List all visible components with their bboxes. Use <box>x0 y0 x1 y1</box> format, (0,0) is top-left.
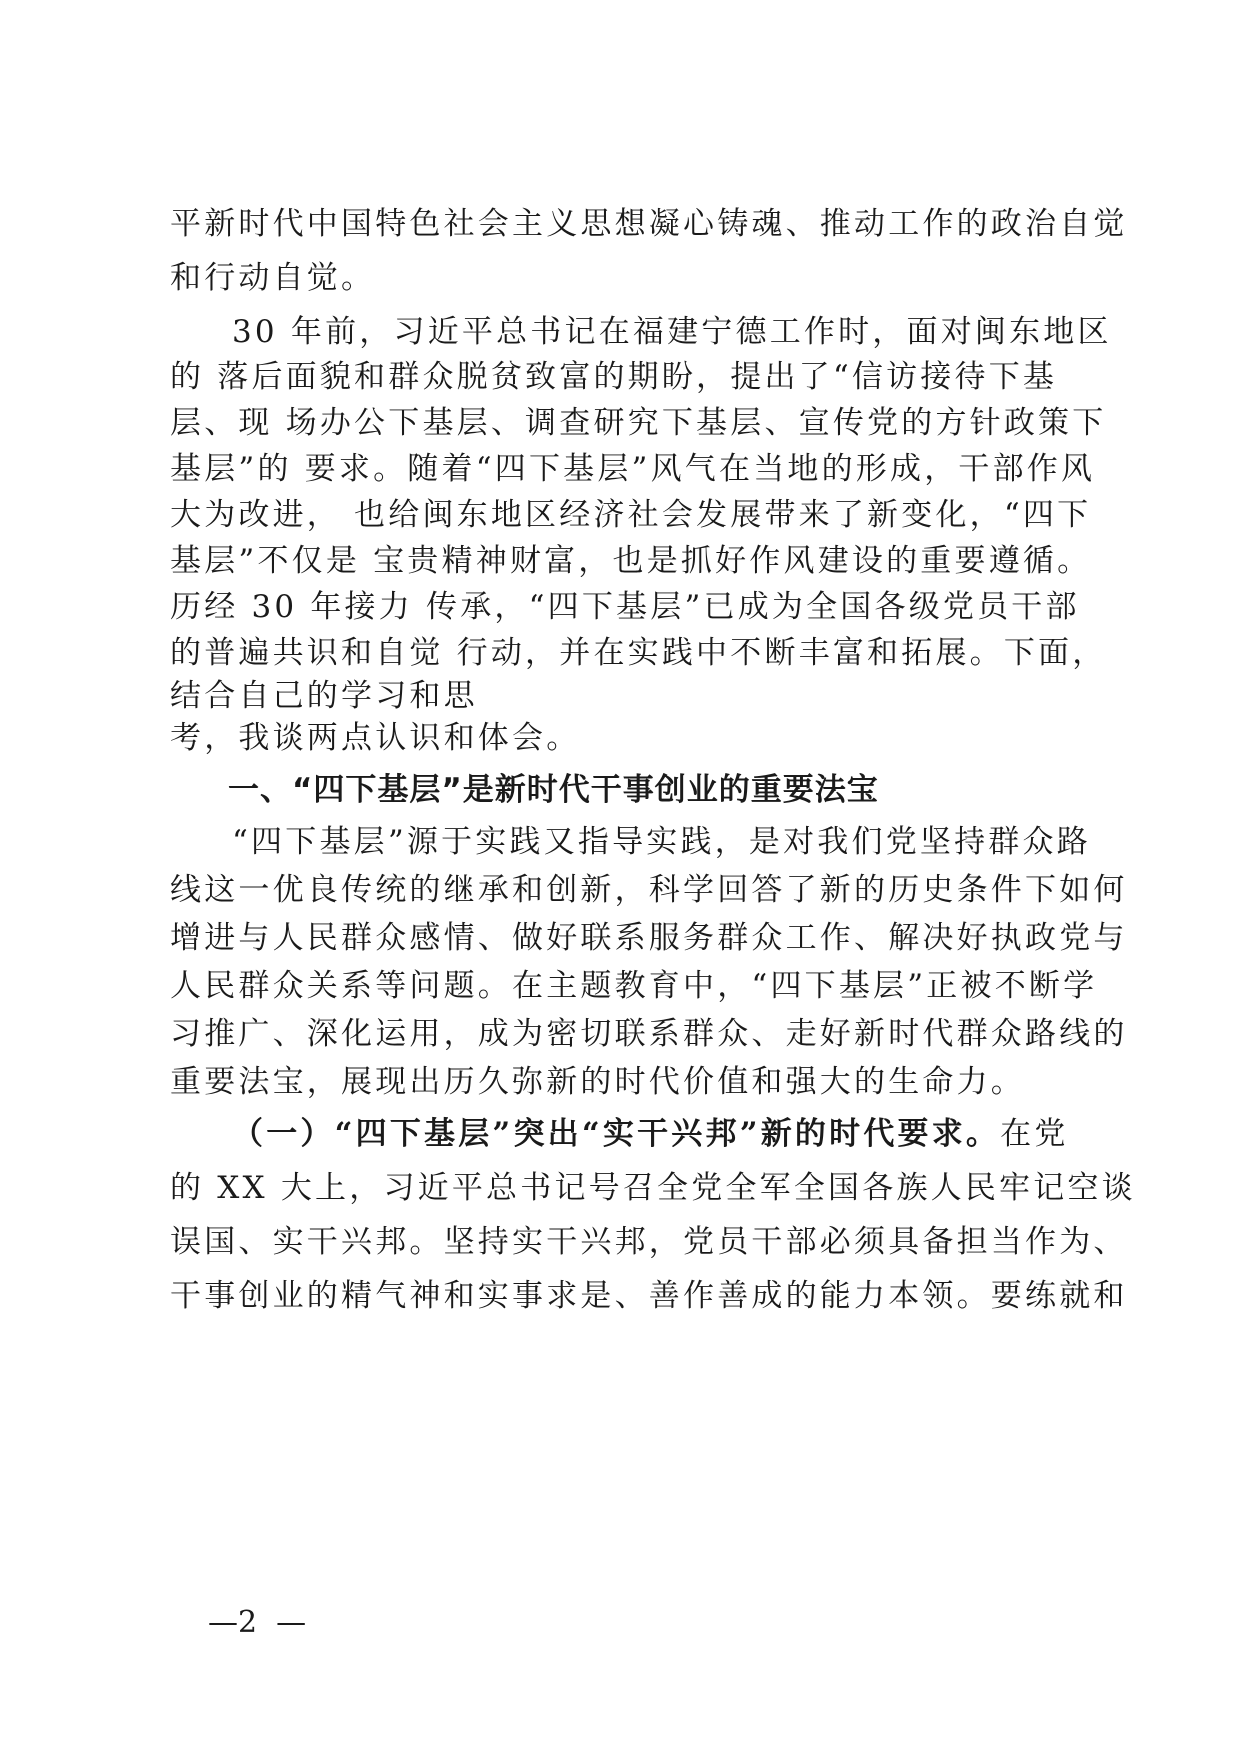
text-line: 误国、实干兴邦。坚持实干兴邦，党员干部必须具备担当作为、 <box>170 1224 1128 1260</box>
subsection-title: （一）“四下基层”突出“实干兴邦”新的时代要求。 <box>232 1116 1001 1152</box>
text-line: 基层”的 要求。随着“四下基层”风气在当地的形成，干部作风 <box>170 451 1096 487</box>
text-line: 层、现 场办公下基层、调查研究下基层、宣传党的方针政策下 <box>170 405 1107 441</box>
text-line: 增进与人民群众感情、做好联系服务群众工作、解决好执政党与 <box>170 920 1128 956</box>
text-line: 和行动自觉。 <box>170 260 376 296</box>
text-line: 的普遍共识和自觉 行动，并在实践中不断丰富和拓展。下面， <box>170 635 1107 671</box>
text-line: 平新时代中国特色社会主义思想凝心铸魂、推动工作的政治自觉 <box>170 206 1128 242</box>
text-line: 基层”不仅是 宝贵精神财富，也是抓好作风建设的重要遵循。 <box>170 543 1092 579</box>
page-number: —2 — <box>208 1605 307 1640</box>
text-line: 考，我谈两点认识和体会。 <box>170 720 581 756</box>
text-line: 结合自己的学习和思 <box>170 678 478 714</box>
text-line: 干事创业的精气神和实事求是、善作善成的能力本领。要练就和 <box>170 1278 1128 1314</box>
text-line: 的 XX 大上，习近平总书记号召全党全军全国各族人民牢记空谈 <box>170 1170 1136 1206</box>
text-line: 的 落后面貌和群众脱贫致富的期盼，提出了“信访接待下基 <box>170 359 1058 395</box>
section-heading: 一、“四下基层”是新时代干事创业的重要法宝 <box>228 772 879 808</box>
text-line: 大为改进， 也给闽东地区经济社会发展带来了新变化，“四下 <box>170 497 1092 533</box>
text-line: “四下基层”源于实践又指导实践，是对我们党坚持群众路 <box>232 824 1091 860</box>
text-line: 人民群众关系等问题。在主题教育中，“四下基层”正被不断学 <box>170 968 1098 1004</box>
text-line: 历经 30 年接力 传承，“四下基层”已成为全国各级党员干部 <box>170 589 1080 625</box>
text-line: 重要法宝，展现出历久弥新的时代价值和强大的生命力。 <box>170 1064 1025 1100</box>
subsection-line <box>232 1114 1069 1154</box>
text-line: 线这一优良传统的继承和创新，科学回答了新的历史条件下如何 <box>170 872 1128 908</box>
subsection-text: 在党 <box>1000 1116 1069 1152</box>
text-line: 30 年前，习近平总书记在福建宁德工作时，面对闽东地区 <box>232 314 1112 350</box>
text-line: 习推广、深化运用，成为密切联系群众、走好新时代群众路线的 <box>170 1016 1128 1052</box>
